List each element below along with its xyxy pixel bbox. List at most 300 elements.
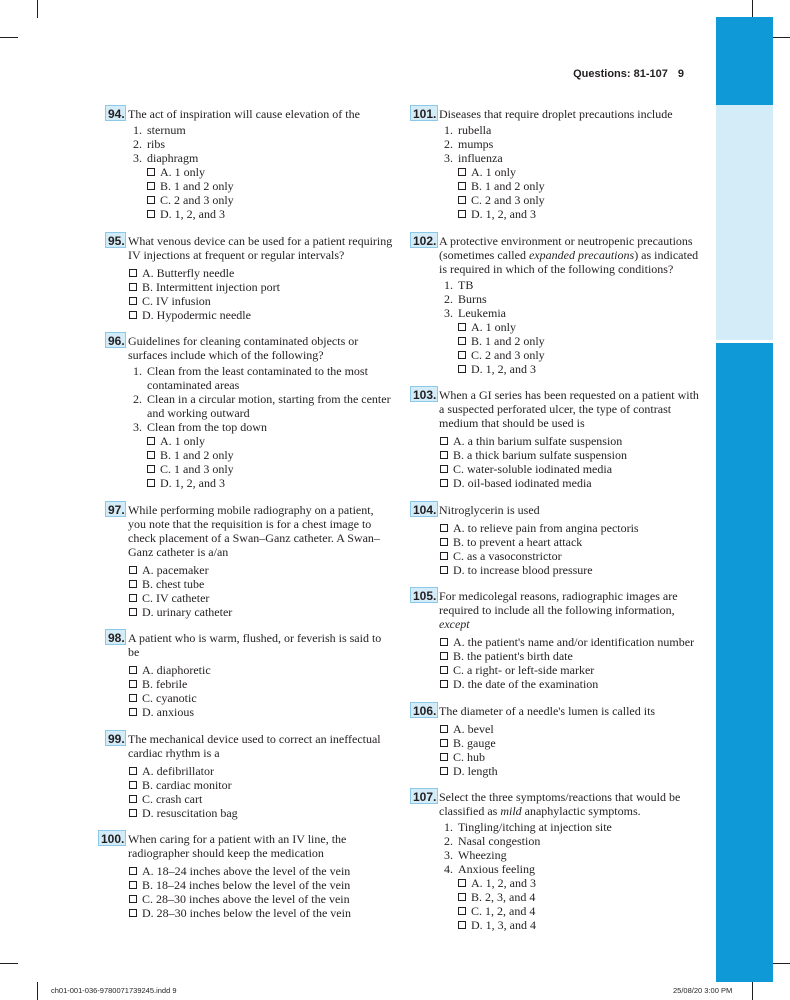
checkbox-icon[interactable] [440,753,448,761]
checkbox-icon[interactable] [458,351,466,359]
crop-mark-tr-v [752,0,753,18]
checkbox-icon[interactable] [129,781,137,789]
numbered-item [444,306,707,320]
answer-option[interactable] [440,750,707,764]
stem-emphasis: expanded precautions [528,247,635,262]
checkbox-icon[interactable] [147,196,155,204]
answer-option[interactable] [440,736,707,750]
option-label: C. 28–30 inches above the level of the vein [142,892,350,906]
answer-options [410,521,707,577]
item-text: Anxious feeling [458,862,535,876]
option-label: B. to prevent a heart attack [453,534,583,549]
answer-option[interactable] [440,476,707,490]
answer-option[interactable] [440,549,707,563]
numbered-item [444,292,707,306]
question-number: 107. [410,788,438,804]
checkbox-icon[interactable] [458,907,466,915]
answer-option[interactable] [458,165,707,179]
answer-option[interactable] [440,462,707,476]
option-label: D. the date of the examination [453,677,599,691]
checkbox-icon[interactable] [147,210,155,218]
checkbox-icon[interactable] [147,182,155,190]
option-label: B. chest tube [142,576,205,591]
stem-emphasis: mild [500,804,522,818]
item-text: Clean from the least contaminated to the most contaminated areas [147,364,368,392]
footer-file: ch01-001-036-9780071739245.indd 9 [51,986,177,995]
answer-option[interactable] [440,663,707,677]
option-label: A. 1, 2, and 3 [471,876,536,890]
answer-option[interactable] [129,591,393,605]
checkbox-icon[interactable] [147,479,155,487]
option-label: A. Butterfly needle [142,265,235,280]
answer-option[interactable] [458,348,707,362]
option-label: C. as a vasoconstrictor [453,548,562,563]
answer-option[interactable] [147,448,393,462]
question-stem [410,790,707,818]
crop-mark-br-h [772,963,790,964]
answer-option[interactable] [129,605,393,619]
answer-options [105,563,393,619]
option-label: A. 1 only [160,434,205,448]
checkbox-icon[interactable] [129,809,137,817]
numbered-item [133,392,393,420]
item-number: 1. [133,123,142,137]
answer-options [105,266,393,322]
question-number: 94. [105,105,126,121]
stem-text: anaphylactic symptoms. [521,804,641,818]
numbered-item [133,137,393,151]
answer-option[interactable] [147,179,393,193]
crop-mark-tr-h [772,37,790,38]
numbered-list [410,820,707,876]
answer-option[interactable] [129,906,393,920]
option-label: B. 18–24 inches below the level of the vein [142,878,351,892]
numbered-item [133,151,393,165]
question [410,704,707,778]
answer-option[interactable] [440,677,707,691]
question-number: 102. [410,232,438,248]
numbered-item [133,420,393,434]
footer-timestamp: 25/08/20 3:00 PM [673,986,733,995]
option-label: C. 2 and 3 only [160,193,234,207]
checkbox-icon[interactable] [458,365,466,373]
crop-mark-tl-v [37,0,38,18]
checkbox-icon[interactable] [129,694,137,702]
answer-option[interactable] [440,649,707,663]
option-label: A. 1 only [160,165,205,179]
question-stem: When caring for a patient with an IV line, the radiographer should keep the medication [128,832,347,860]
right-column [410,107,707,945]
option-label: A. 18–24 inches above the level of the vein [142,864,351,878]
option-label: B. a thick barium sulfate suspension [453,448,627,462]
option-label: A. to relieve pain from angina pectoris [453,520,639,535]
checkbox-icon[interactable] [129,881,137,889]
option-label: D. urinary catheter [142,604,233,619]
checkbox-icon[interactable] [147,168,155,176]
item-text: influenza [458,151,503,165]
checkbox-icon[interactable] [147,451,155,459]
question-number: 106. [410,702,438,718]
option-label: D. 1, 2, and 3 [160,476,225,490]
question [105,334,393,490]
option-label: A. diaphoretic [142,663,211,677]
answer-option[interactable] [129,577,393,591]
answer-option[interactable] [129,892,393,906]
option-label: D. 1, 2, and 3 [471,361,536,376]
answer-options [105,434,393,490]
option-label: D. 1, 3, and 4 [471,918,536,932]
option-label: C. IV catheter [142,590,210,605]
checkbox-icon[interactable] [129,283,137,291]
item-text: Wheezing [458,848,507,862]
checkbox-icon[interactable] [129,311,137,319]
checkbox-icon[interactable] [458,323,466,331]
checkbox-icon[interactable] [440,479,448,487]
answer-option[interactable] [440,635,707,649]
crop-mark-bl-h [0,963,18,964]
checkbox-icon[interactable] [440,552,448,560]
answer-options [105,864,393,920]
option-label: D. 1, 2, and 3 [471,207,536,221]
answer-option[interactable] [458,362,707,376]
checkbox-icon[interactable] [129,594,137,602]
answer-option[interactable] [129,563,393,577]
checkbox-icon[interactable] [440,437,448,445]
answer-option[interactable] [440,521,707,535]
option-label: B. Intermittent injection port [142,279,280,294]
option-label: C. 2 and 3 only [471,193,545,207]
question-number: 105. [410,587,438,603]
option-label: A. a thin barium sulfate suspension [453,434,623,448]
checkbox-icon[interactable] [440,638,448,646]
item-number: 4. [444,862,453,876]
numbered-item [444,820,707,834]
option-label: D. length [453,763,498,778]
option-label: B. febrile [142,677,188,691]
question-number: 96. [105,332,126,348]
option-label: D. oil-based iodinated media [453,476,592,490]
answer-option[interactable] [129,778,393,792]
numbered-item [444,151,707,165]
question [101,832,393,920]
answer-option[interactable] [129,308,393,322]
checkbox-icon[interactable] [129,580,137,588]
checkbox-icon[interactable] [458,168,466,176]
item-number: 1. [444,123,453,137]
option-label: C. 1, 2, and 4 [471,904,536,918]
item-number: 2. [444,834,453,848]
answer-option[interactable] [440,722,707,736]
checkbox-icon[interactable] [129,269,137,277]
numbered-list [410,278,707,320]
answer-option[interactable] [440,448,707,462]
numbered-item [444,862,707,876]
answer-option[interactable] [147,476,393,490]
checkbox-icon[interactable] [440,666,448,674]
question [410,503,707,577]
checkbox-icon[interactable] [458,182,466,190]
checkbox-icon[interactable] [129,297,137,305]
item-text: sternum [147,123,186,137]
option-label: B. 1 and 2 only [471,333,545,348]
answer-option[interactable] [147,193,393,207]
checkbox-icon[interactable] [440,767,448,775]
question-stem: Guidelines for cleaning contaminated objects or surfaces include which of the following? [128,334,359,362]
checkbox-icon[interactable] [440,451,448,459]
checkbox-icon[interactable] [129,680,137,688]
crop-mark-br-v [752,982,753,1000]
item-number: 1. [444,277,453,292]
question-number: 101. [410,105,438,121]
stem-text: A protective environment or neutropenic precautions (sometimes called [439,233,693,262]
answer-option[interactable] [440,563,707,577]
left-column [101,107,393,933]
answer-option[interactable] [129,878,393,892]
checkbox-icon[interactable] [458,921,466,929]
checkbox-icon[interactable] [440,680,448,688]
question-number: 100. [98,830,126,846]
question-stem: Diseases that require droplet precautions include [439,107,673,121]
answer-option[interactable] [440,535,707,549]
answer-option[interactable] [147,207,393,221]
answer-option[interactable] [458,207,707,221]
numbered-list [410,123,707,165]
answer-option[interactable] [147,165,393,179]
question [105,732,393,820]
checkbox-icon[interactable] [440,739,448,747]
question-number: 98. [105,629,126,645]
answer-option[interactable] [458,334,707,348]
answer-option[interactable] [129,266,393,280]
answer-option[interactable] [129,280,393,294]
question [105,631,393,719]
running-head [573,68,684,80]
checkbox-icon[interactable] [147,465,155,473]
question-stem: The diameter of a needle's lumen is called its [439,703,656,718]
option-label: D. 28–30 inches below the level of the vein [142,906,351,920]
checkbox-icon[interactable] [129,895,137,903]
option-label: D. anxious [142,705,194,719]
item-number: 3. [133,151,142,165]
item-text: Clean in a circular motion, starting from the center and working outward [147,392,391,420]
question-number: 103. [410,386,438,402]
answer-options [105,764,393,820]
answer-option[interactable] [458,904,707,918]
answer-option[interactable] [129,663,393,677]
answer-option[interactable] [458,179,707,193]
item-number: 1. [444,820,453,834]
option-label: D. to increase blood pressure [453,562,593,577]
question-stem [410,589,707,631]
option-label: B. cardiac monitor [142,777,232,792]
question-number: 104. [410,501,438,517]
question-stem: Nitroglycerin is used [439,502,540,517]
option-label: A. 1 only [471,319,516,334]
checkbox-icon[interactable] [129,909,137,917]
numbered-list [105,364,393,434]
item-number: 2. [133,137,142,151]
answer-option[interactable] [458,876,707,890]
answer-option[interactable] [440,764,707,778]
question-stem: The mechanical device used to correct an ineffectual cardiac rhythm is a [128,731,381,760]
item-text: TB [458,277,474,292]
checkbox-icon[interactable] [440,652,448,660]
item-number: 2. [133,392,142,406]
checkbox-icon[interactable] [147,437,155,445]
chapter-thumb-tab [716,17,773,982]
checkbox-icon[interactable] [440,538,448,546]
item-number: 2. [444,291,453,306]
item-number: 3. [444,305,453,320]
question [410,107,707,221]
answer-options [410,635,707,691]
item-text: Nasal congestion [458,834,541,848]
question-stem [410,234,707,276]
answer-option[interactable] [129,691,393,705]
checkbox-icon[interactable] [129,708,137,716]
option-label: A. the patient's name and/or identification number [453,635,695,649]
question-number: 95. [105,232,126,248]
checkbox-icon[interactable] [458,196,466,204]
question [105,107,393,221]
crop-mark-tl-h [0,37,18,38]
item-number: 3. [444,848,453,862]
numbered-item [444,137,707,151]
answer-options [105,663,393,719]
item-text: ribs [147,137,165,151]
crop-mark-bl-v [37,982,38,1000]
answer-option[interactable] [129,792,393,806]
checkbox-icon[interactable] [129,767,137,775]
stem-text: ) as indicated is required in which of the following conditions? [439,247,699,276]
option-label: C. cyanotic [142,691,197,705]
checkbox-icon[interactable] [458,893,466,901]
question [410,790,707,932]
checkbox-icon[interactable] [129,795,137,803]
option-label: B. 1 and 2 only [160,179,234,193]
answer-option[interactable] [458,918,707,932]
option-label: B. gauge [453,735,496,750]
option-label: C. water-soluble iodinated media [453,462,613,476]
option-label: C. hub [453,749,486,764]
question-stem: What venous device can be used for a patient requiring IV injections at frequent or regular intervals? [128,233,393,262]
answer-options [410,165,707,221]
checkbox-icon[interactable] [129,867,137,875]
option-label: A. pacemaker [142,562,209,577]
question [105,503,393,619]
checkbox-icon[interactable] [129,566,137,574]
answer-option[interactable] [147,434,393,448]
question [410,388,707,490]
numbered-item [133,364,393,392]
option-label: C. 1 and 3 only [160,462,234,476]
item-text: rubella [458,123,492,137]
answer-option[interactable] [129,677,393,691]
option-label: B. 2, 3, and 4 [471,890,536,904]
answer-option[interactable] [440,434,707,448]
question [410,234,707,376]
option-label: C. 2 and 3 only [471,347,545,362]
option-label: B. 1 and 2 only [160,448,234,462]
answer-options [410,876,707,932]
option-label: B. the patient's birth date [453,649,573,663]
answer-option[interactable] [129,864,393,878]
option-label: A. 1 only [471,165,516,179]
checkbox-icon[interactable] [458,337,466,345]
item-text: Burns [458,291,487,306]
item-text: diaphragm [147,151,199,165]
answer-option[interactable] [129,705,393,719]
option-label: D. resuscitation bag [142,805,238,820]
answer-option[interactable] [129,806,393,820]
question-number: 99. [105,730,126,746]
answer-option[interactable] [129,764,393,778]
stem-text: For medicolegal reasons, radiographic images are required to include all the following information, [439,589,678,617]
answer-options [410,434,707,490]
item-text: Clean from the top down [147,420,267,434]
item-text: mumps [458,137,494,151]
chapter-thumb-tab-divider [716,340,773,343]
stem-text: Select the three symptoms/reactions that would be classified as [439,790,681,818]
checkbox-icon[interactable] [440,566,448,574]
item-number: 3. [444,151,453,165]
option-label: C. crash cart [142,791,203,806]
numbered-item [133,123,393,137]
answer-options [410,722,707,778]
checkbox-icon[interactable] [440,465,448,473]
item-number: 2. [444,137,453,151]
page-number: 9 [677,68,684,80]
item-number: 1. [133,364,142,378]
option-label: B. 1 and 2 only [471,179,545,193]
question-stem: When a GI series has been requested on a patient with a suspected perforated ulcer, the type of contrast medium that should be used is [439,388,699,430]
question-number: 97. [105,501,126,517]
question-stem: A patient who is warm, flushed, or feverish is said to be [128,631,382,659]
checkbox-icon[interactable] [458,210,466,218]
item-text: Leukemia [458,305,506,320]
answer-option[interactable] [458,193,707,207]
question [410,589,707,691]
checkbox-icon[interactable] [440,725,448,733]
option-label: A. defibrillator [142,763,214,778]
answer-options [410,320,707,376]
option-label: A. bevel [453,721,494,736]
running-head-title: Questions: 81-107 [573,68,668,80]
checkbox-icon[interactable] [458,879,466,887]
numbered-item [444,123,707,137]
checkbox-icon[interactable] [129,666,137,674]
answer-option[interactable] [458,320,707,334]
answer-options [105,165,393,221]
item-text: Tingling/itching at injection site [458,820,612,834]
item-number: 3. [133,420,142,434]
checkbox-icon[interactable] [129,608,137,616]
checkbox-icon[interactable] [440,524,448,532]
option-label: C. a right- or left-side marker [453,663,595,677]
numbered-item [444,278,707,292]
stem-emphasis: except [439,617,470,631]
numbered-list [105,123,393,165]
answer-option[interactable] [458,890,707,904]
option-label: D. Hypodermic needle [142,307,251,322]
question [105,234,393,322]
numbered-item [444,834,707,848]
question-stem: While performing mobile radiography on a patient, you note that the requisition is for a chest image to check placement of a Swan–Ganz catheter. A Swan–Ganz catheter is a/an [128,502,380,559]
chapter-thumb-tab-highlight [716,105,773,340]
numbered-item [444,848,707,862]
answer-option[interactable] [147,462,393,476]
answer-option[interactable] [129,294,393,308]
